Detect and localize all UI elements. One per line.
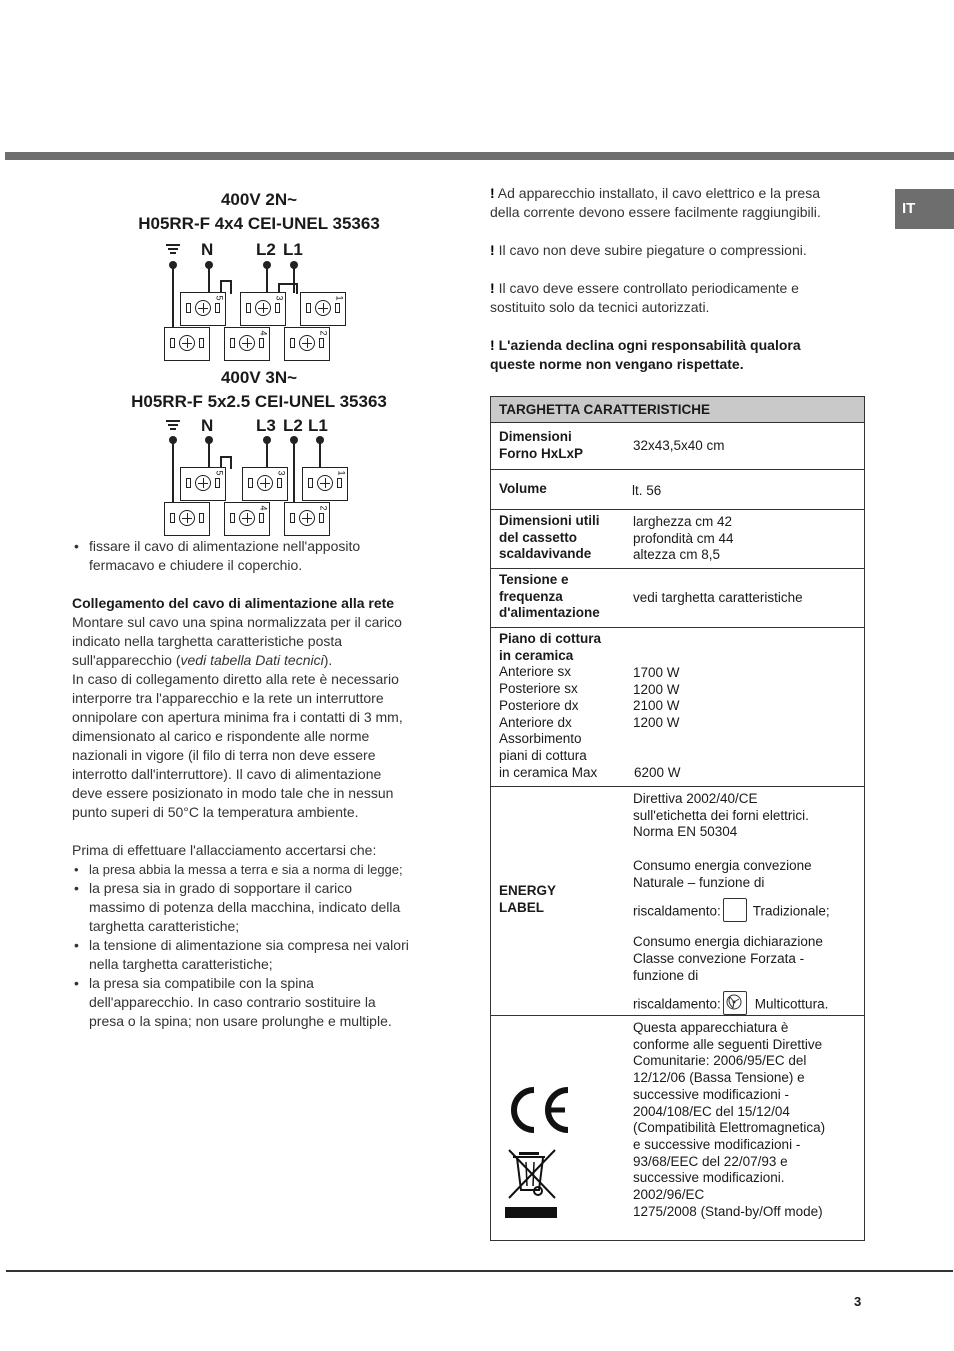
- wire-neutral: [208, 440, 210, 468]
- terminal-block: [164, 327, 210, 361]
- terminal-number: 2: [318, 505, 329, 511]
- ground-icon: [166, 420, 180, 430]
- diagram2-label-l1: L1: [308, 416, 328, 435]
- ce-mark-icon: [505, 1084, 571, 1136]
- warning-1: ! Ad apparecchio installato, il cavo elettrico e la presa della corrente devono essere facilmente raggiungibili.: [490, 185, 821, 220]
- spec-table: [490, 396, 865, 1241]
- warning-4: ! L'azienda declina ogni responsabilità qualora queste norme non vengano rispettate.: [490, 337, 801, 372]
- list-item: • la tensione di alimentazione sia compresa nei valori nella targhetta caratteristiche;: [72, 936, 452, 974]
- fan-function-icon: [723, 991, 747, 1015]
- page-number: 3: [854, 1294, 862, 1309]
- wire-neutral: [208, 265, 210, 293]
- wire-l1: [319, 440, 321, 468]
- terminal-number: 4: [258, 505, 269, 511]
- diagram2-label-l3: L3: [256, 416, 276, 435]
- diagram1-title-voltage: 400V 2N~: [220, 190, 298, 209]
- table-row: Dimensioni utili del cassetto scaldavivande larghezza cm 42 profondità cm 44 altezza cm 8,5: [491, 510, 864, 569]
- terminal-number: 1: [334, 295, 345, 301]
- left-column-text: • fissare il cavo di alimentazione nell'apposito fermacavo e chiudere il coperchio. Collegamento del cavo di alimentazione alla rete Montare sul cavo una spina normalizzata per il carico indicato nella targhetta caratteristiche posta sull'apparecchio (vedi tabella Dati tecnici). In caso di collegamento diretto alla rete è necessario interporre tra l'apparecchio e la rete un interruttore onnipolare con apertura minima fra i contatti di 3 mm, dimensionato al carico e rispondente alle norme nazionali in vigore (il filo di terra non deve essere interrotto dall'interruttore). Il cavo di alimentazione deve essere posizionato in modo tale che in nessun punto superi di 50°C la temperatura ambiente. Prima di effettuare l'allacciamento accertarsi che: • la presa abbia la messa a terra e sia a norma di legge; • la presa sia in grado di sopportare il carico massimo di potenza della macchina, indicato della targhetta caratteristiche; • la tensione di alimentazione sia compresa nei valori nella targhetta caratteristiche; • la presa sia compatibile con la spina dell'apparecchio. In caso contrario sostituire la presa o la spina; non usare prolunghe e multiple.: [72, 537, 452, 1031]
- section-heading: Collegamento del cavo di alimentazione alla rete: [72, 595, 395, 611]
- list-item: • la presa abbia la messa a terra e sia a norma di legge;: [72, 860, 452, 879]
- diagram1-title-cable: H05RR-F 4x4 CEI-UNEL 35363: [138, 214, 380, 233]
- top-rule: [5, 152, 954, 160]
- table-row: Piano di cottura in ceramica Anteriore sx Posteriore sx Posteriore dx Anteriore dx Assorbimento piani di cottura in ceramica Max 1700 W 1200 W 2100 W 1200 W 6200 W: [491, 628, 864, 787]
- wire-ground: [172, 265, 174, 328]
- terminal-number: 4: [258, 330, 269, 336]
- wire-l3: [266, 440, 268, 468]
- diagram2-label-l2: L2: [283, 416, 303, 435]
- warning-3: ! Il cavo deve essere controllato periodicamente e sostituito solo da tecnici autorizzati.: [490, 280, 799, 315]
- terminal-number: 2: [318, 330, 329, 336]
- bottom-rule: [6, 1270, 953, 1272]
- language-tab: IT: [895, 189, 954, 229]
- table-row: Tensione e frequenza d'alimentazione vedi targhetta caratteristiche: [491, 569, 864, 628]
- wire-ground: [172, 440, 174, 503]
- list-item: • la presa sia compatibile con la spina dell'apparecchio. In caso contrario sostituire la presa o la spina; non usare prolunghe e multiple.: [72, 974, 452, 1031]
- terminal-number: 3: [276, 470, 287, 476]
- wire-l2: [266, 265, 268, 293]
- wire-l2: [293, 440, 295, 503]
- list-item: • fissare il cavo di alimentazione nell'apposito fermacavo e chiudere il coperchio.: [72, 537, 452, 575]
- diagram1-label-n: N: [201, 240, 214, 259]
- terminal-number: 1: [336, 470, 347, 476]
- terminal-number: 3: [274, 295, 285, 301]
- diagram2-label-n: N: [201, 416, 214, 435]
- table-row: Volume lt. 56: [491, 470, 864, 510]
- terminal-block: [164, 502, 210, 536]
- terminal-number: 5: [214, 295, 225, 301]
- table-reference: vedi tabella Dati tecnici: [180, 652, 324, 668]
- table-row: Dimensioni Forno HxLxP 32x43,5x40 cm: [491, 423, 864, 470]
- diagram1-label-l1: L1: [283, 240, 303, 259]
- conventional-function-icon: [723, 898, 747, 922]
- diagram1-label-l2: L2: [256, 240, 276, 259]
- list-item: • la presa sia in grado di sopportare il carico massimo di potenza della macchina, indicato della targhetta caratteristiche;: [72, 879, 452, 936]
- spec-table-header: TARGHETTA CARATTERISTICHE: [491, 397, 864, 423]
- warnings: [490, 184, 880, 374]
- table-row: Questa apparecchiatura è conforme alle seguenti Direttive Comunitarie: 2006/95/EC del 12/12/06 (Bassa Tensione) e successive modificazioni - 2004/108/EC del 15/12/04 (Compatibilità Elettromagnetica) e successive modificazioni - 93/68/EEC del 22/07/93 e successive modificazioni. 2002/96/EC 1275/2008 (Stand-by/Off mode): [491, 1016, 864, 1240]
- ground-icon: [166, 244, 180, 254]
- weee-bin-icon: [505, 1146, 559, 1222]
- diagram2-title-voltage: 400V 3N~: [220, 368, 298, 387]
- table-row: ENERGY LABEL Direttiva 2002/40/CE sull'etichetta dei forni elettrici. Norma EN 50304 Consumo energia convezione Naturale – funzione di riscaldamento: Tradizionale; Consumo energia dichiarazione Classe convezione Forzata - funzione di riscaldamento: Multicottura.: [491, 787, 864, 1016]
- terminal-number: 5: [214, 470, 225, 476]
- warning-2: ! Il cavo non deve subire piegature o compressioni.: [490, 242, 807, 258]
- diagram2-title-cable: H05RR-F 5x2.5 CEI-UNEL 35363: [131, 392, 387, 411]
